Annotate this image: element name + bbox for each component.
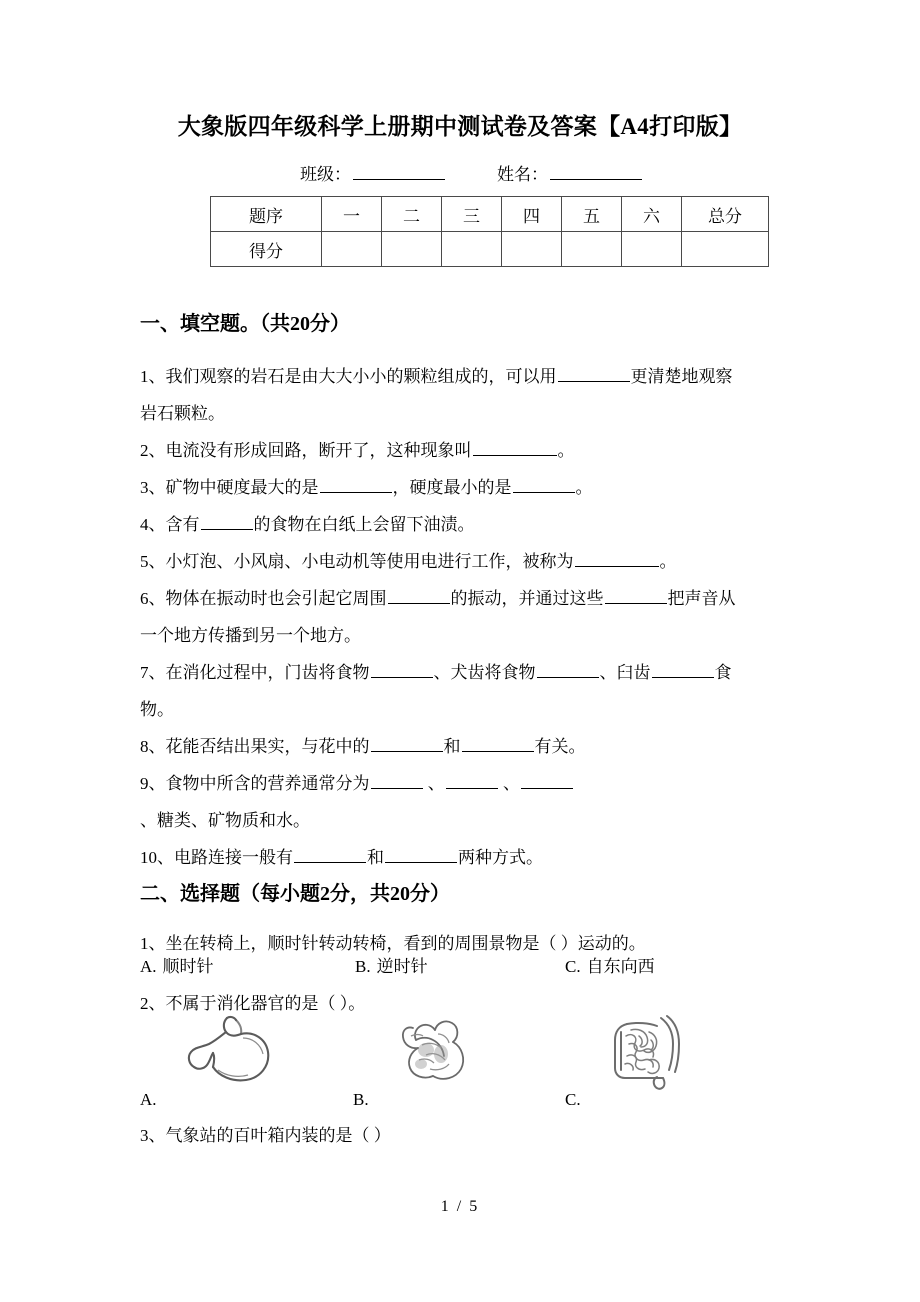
question-line (140, 543, 785, 580)
question-choice-1-options (140, 952, 800, 982)
question-line (140, 469, 785, 506)
question-fill-9 (140, 765, 785, 839)
question-text: 岩石颗粒。 (140, 404, 225, 423)
question-line (140, 580, 785, 617)
answer-blank[interactable] (558, 367, 630, 382)
answer-blank[interactable] (462, 737, 534, 752)
question-text: 一个地方传播到另一个地方。 (140, 626, 361, 645)
option-a-label: 顺时针 (162, 957, 214, 976)
score-table-header-cell: 三 (442, 197, 502, 232)
question-line (140, 617, 785, 654)
question-fill-4 (140, 506, 785, 543)
score-cell[interactable] (442, 232, 502, 267)
answer-blank[interactable] (294, 848, 366, 863)
question-text: 2、电流没有形成回路，断开了，这种现象叫 (140, 441, 472, 460)
score-cell[interactable] (682, 232, 769, 267)
score-table-header-cell: 一 (322, 197, 382, 232)
question-line (140, 395, 785, 432)
question-text: 食 (714, 663, 732, 682)
question-choice-3-stem: 3、气象站的百叶箱内装的是（ ） (140, 1126, 391, 1145)
question-text: 。 (575, 478, 593, 497)
answer-blank[interactable] (575, 552, 659, 567)
question-fill-5 (140, 543, 785, 580)
answer-blank[interactable] (385, 848, 457, 863)
stomach-icon (180, 1012, 290, 1093)
answer-blank[interactable] (320, 478, 392, 493)
option-b[interactable] (353, 1012, 553, 1112)
score-table-header-row (211, 197, 769, 232)
class-blank[interactable] (353, 164, 445, 180)
option-a-letter: A. (140, 1090, 157, 1109)
answer-blank[interactable] (605, 589, 667, 604)
option-b-label: 逆时针 (376, 957, 428, 976)
question-text: 的食物在白纸上会留下油渍。 (253, 515, 475, 534)
answer-blank[interactable] (388, 589, 450, 604)
option-a-letter: A. (140, 957, 157, 976)
answer-blank[interactable] (537, 663, 599, 678)
question-text: 5、小灯泡、小风扇、小电动机等使用电进行工作，被称为 (140, 552, 574, 571)
score-cell[interactable] (502, 232, 562, 267)
score-table-header-cell: 四 (502, 197, 562, 232)
question-text: 的振动，并通过这些 (450, 589, 604, 608)
option-c[interactable] (565, 952, 765, 982)
question-text: 4、含有 (140, 515, 200, 534)
question-line (140, 691, 785, 728)
question-line (140, 506, 785, 543)
option-a[interactable] (140, 1012, 340, 1112)
question-text: 3、矿物中硬度最大的是 (140, 478, 319, 497)
name-label: 姓名： (497, 165, 548, 184)
score-table (210, 196, 769, 267)
question-text: ，硬度最小的是 (392, 478, 512, 497)
question-choice-2-options (140, 1012, 800, 1112)
question-text: 7、在消化过程中，门齿将食物 (140, 663, 370, 682)
name-field (497, 163, 642, 187)
score-table-header-cell: 二 (382, 197, 442, 232)
intestine-icon (605, 1012, 697, 1097)
answer-blank[interactable] (521, 774, 573, 789)
question-text: 物。 (140, 700, 174, 719)
answer-blank[interactable] (513, 478, 575, 493)
option-b[interactable] (355, 952, 565, 982)
question-text: 、 (498, 774, 520, 793)
question-text: 9、食物中所含的营养通常分为 (140, 774, 370, 793)
student-info-line (300, 163, 642, 187)
question-text: 、糖类、矿物质和水。 (140, 811, 310, 830)
question-text: 两种方式。 (458, 848, 543, 867)
answer-blank[interactable] (371, 663, 433, 678)
question-text: 有关。 (534, 737, 586, 756)
question-choice-2-stem: 2、不属于消化器官的是（ ）。 (140, 994, 366, 1013)
page-title: 大象版四年级科学上册期中测试卷及答案【A4打印版】 (177, 114, 743, 139)
answer-blank[interactable] (371, 774, 423, 789)
question-line (140, 839, 785, 876)
option-c-letter: C. (565, 957, 581, 976)
question-choice-1-stem: 1、坐在转椅上，顺时针转动转椅，看到的周围景物是（ ）运动的。 (140, 934, 646, 953)
section-heading-fill-in: 一、填空题。（共20分） (140, 313, 350, 335)
question-line (140, 358, 785, 395)
score-table-value-row (211, 232, 769, 267)
question-fill-8 (140, 728, 785, 765)
question-text: 把声音从 (667, 589, 736, 608)
question-text: 、臼齿 (599, 663, 651, 682)
answer-blank[interactable] (201, 515, 253, 530)
question-text: 1、我们观察的岩石是由大大小小的颗粒组成的，可以用 (140, 367, 557, 386)
question-text: 、 (423, 774, 445, 793)
question-line (140, 432, 785, 469)
question-text: 6、物体在振动时也会引起它周围 (140, 589, 387, 608)
score-table-header-cell: 六 (622, 197, 682, 232)
question-fill-7 (140, 654, 785, 728)
section-heading-multiple-choice: 二、选择题（每小题2分，共20分） (140, 883, 450, 905)
class-label: 班级： (300, 165, 351, 184)
option-b-letter: B. (353, 1090, 369, 1109)
question-fill-6 (140, 580, 785, 654)
answer-blank[interactable] (446, 774, 498, 789)
score-table-header-cell: 总分 (682, 197, 769, 232)
question-fill-3 (140, 469, 785, 506)
question-text: 更清楚地观察 (630, 367, 733, 386)
option-c-label: 自东向西 (586, 957, 655, 976)
score-table-header-cell: 五 (562, 197, 622, 232)
question-text: 和 (367, 848, 384, 867)
score-cell[interactable] (562, 232, 622, 267)
question-text: 、犬齿将食物 (433, 663, 536, 682)
question-fill-10 (140, 839, 785, 876)
score-row-label: 得分 (211, 232, 322, 267)
answer-blank[interactable] (652, 663, 714, 678)
question-line (140, 728, 785, 765)
question-text: 。 (659, 552, 677, 571)
name-blank[interactable] (550, 164, 642, 180)
option-a[interactable] (140, 952, 355, 982)
answer-blank[interactable] (371, 737, 443, 752)
option-c[interactable] (565, 1012, 765, 1112)
question-fill-1 (140, 358, 785, 432)
question-text: 10、电路连接一般有 (140, 848, 293, 867)
score-cell[interactable] (382, 232, 442, 267)
score-table-header-cell: 题序 (211, 197, 322, 232)
answer-blank[interactable] (473, 441, 557, 456)
question-fill-2 (140, 432, 785, 469)
class-field (300, 163, 445, 187)
question-text: 。 (557, 441, 575, 460)
question-line (140, 654, 785, 691)
page-number: 1 / 5 (440, 1198, 480, 1215)
question-line (140, 802, 785, 839)
question-line (140, 765, 785, 802)
option-b-letter: B. (355, 957, 371, 976)
score-cell[interactable] (622, 232, 682, 267)
question-text: 和 (443, 737, 461, 756)
score-cell[interactable] (322, 232, 382, 267)
question-text: 8、花能否结出果实，与花中的 (140, 737, 370, 756)
heart-icon (393, 1012, 479, 1093)
option-c-letter: C. (565, 1090, 581, 1109)
